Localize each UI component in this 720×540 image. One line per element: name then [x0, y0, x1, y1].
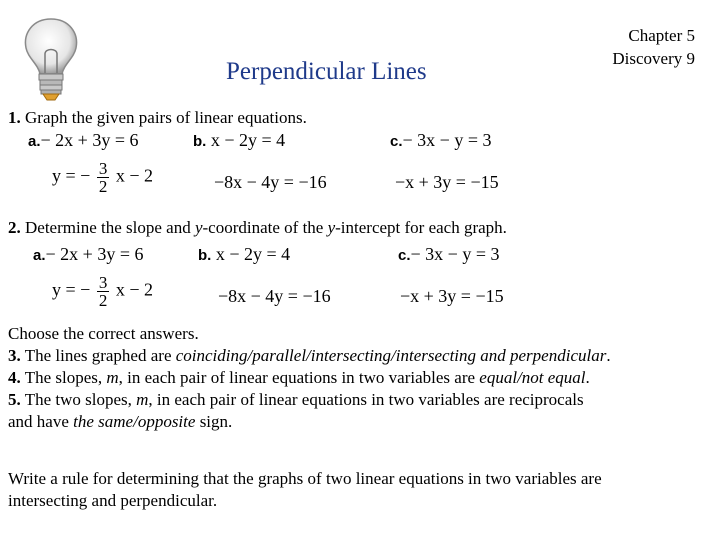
question-1-number: 1.: [8, 108, 21, 127]
eq-c-label: c.: [390, 133, 403, 150]
eq-a-second-lhs: y = −: [52, 165, 91, 186]
fraction: [97, 160, 110, 195]
choose-instruction: Choose the correct answers.: [8, 324, 199, 343]
eq-a-label: a.: [28, 133, 41, 150]
question-1-text: Graph the given pairs of linear equations.: [20, 108, 307, 127]
question-1: [8, 108, 307, 128]
question-4: 4. The slopes, m, in each pair of linear equations in two variables are equal/not equal.: [8, 368, 590, 387]
fraction: $\frac{3}{2}$: [98, 273, 108, 310]
eq-b-2: −8x − 4y = −16: [214, 172, 327, 192]
eq-a-1: [28, 130, 138, 151]
page-title: Perpendicular Lines: [226, 58, 427, 85]
eq-c-first: − 3x − y = 3: [402, 130, 492, 150]
answers-section: [8, 323, 713, 433]
eq-b-1-repeat: b. x − 2y = 4: [198, 244, 291, 264]
eq-a-1-repeat: a.− 2x + 3y = 6: [33, 244, 144, 264]
eq-c-2-repeat: −x + 3y = −15: [400, 286, 504, 306]
question-5-options: the same/opposite: [73, 412, 196, 431]
rule-prompt: Write a rule for determining that the graphs of two linear equations in two variables are intersecting and perpendicular.: [8, 469, 602, 510]
question-3: 3. The lines graphed are coinciding/parallel/intersecting/intersecting and perpendicular.: [8, 346, 611, 365]
eq-a-second-rhs: x − 2: [115, 165, 153, 186]
eq-b-first: x − 2y = 4: [210, 130, 286, 150]
eq-b-label: b.: [193, 133, 207, 150]
chapter-number: Chapter 5: [628, 26, 695, 45]
eq-b-1: [193, 130, 285, 151]
chapter-label: [585, 24, 695, 70]
question-5-continued: and have the same/opposite sign.: [8, 412, 233, 431]
fraction-numerator: 3: [98, 159, 108, 178]
eq-a-2-repeat: y = − $\frac{3}{2}$ x − 2: [52, 273, 153, 310]
question-2-number: 2.: [8, 218, 21, 237]
discovery-number: Discovery 9: [612, 49, 695, 68]
question-5: 5. The two slopes, m, in each pair of linear equations in two variables are reciprocals: [8, 390, 584, 409]
question-4-options: equal/not equal: [479, 368, 586, 387]
eq-c-1-repeat: c.− 3x − y = 3: [398, 244, 500, 264]
question-2: 2. Determine the slope and y-coordinate of the y-intercept for each graph.: [8, 218, 507, 237]
eq-c-2: −x + 3y = −15: [395, 172, 499, 192]
question-3-options: coinciding/parallel/intersecting/intersecting and perpendicular: [175, 346, 607, 365]
light-bulb-icon: [18, 16, 84, 104]
fraction-denominator: 2: [98, 177, 108, 196]
eq-a-2: [52, 160, 153, 195]
eq-a-first: − 2x + 3y = 6: [40, 130, 139, 150]
eq-b-2-repeat: −8x − 4y = −16: [218, 286, 331, 306]
eq-c-1: [390, 130, 491, 151]
